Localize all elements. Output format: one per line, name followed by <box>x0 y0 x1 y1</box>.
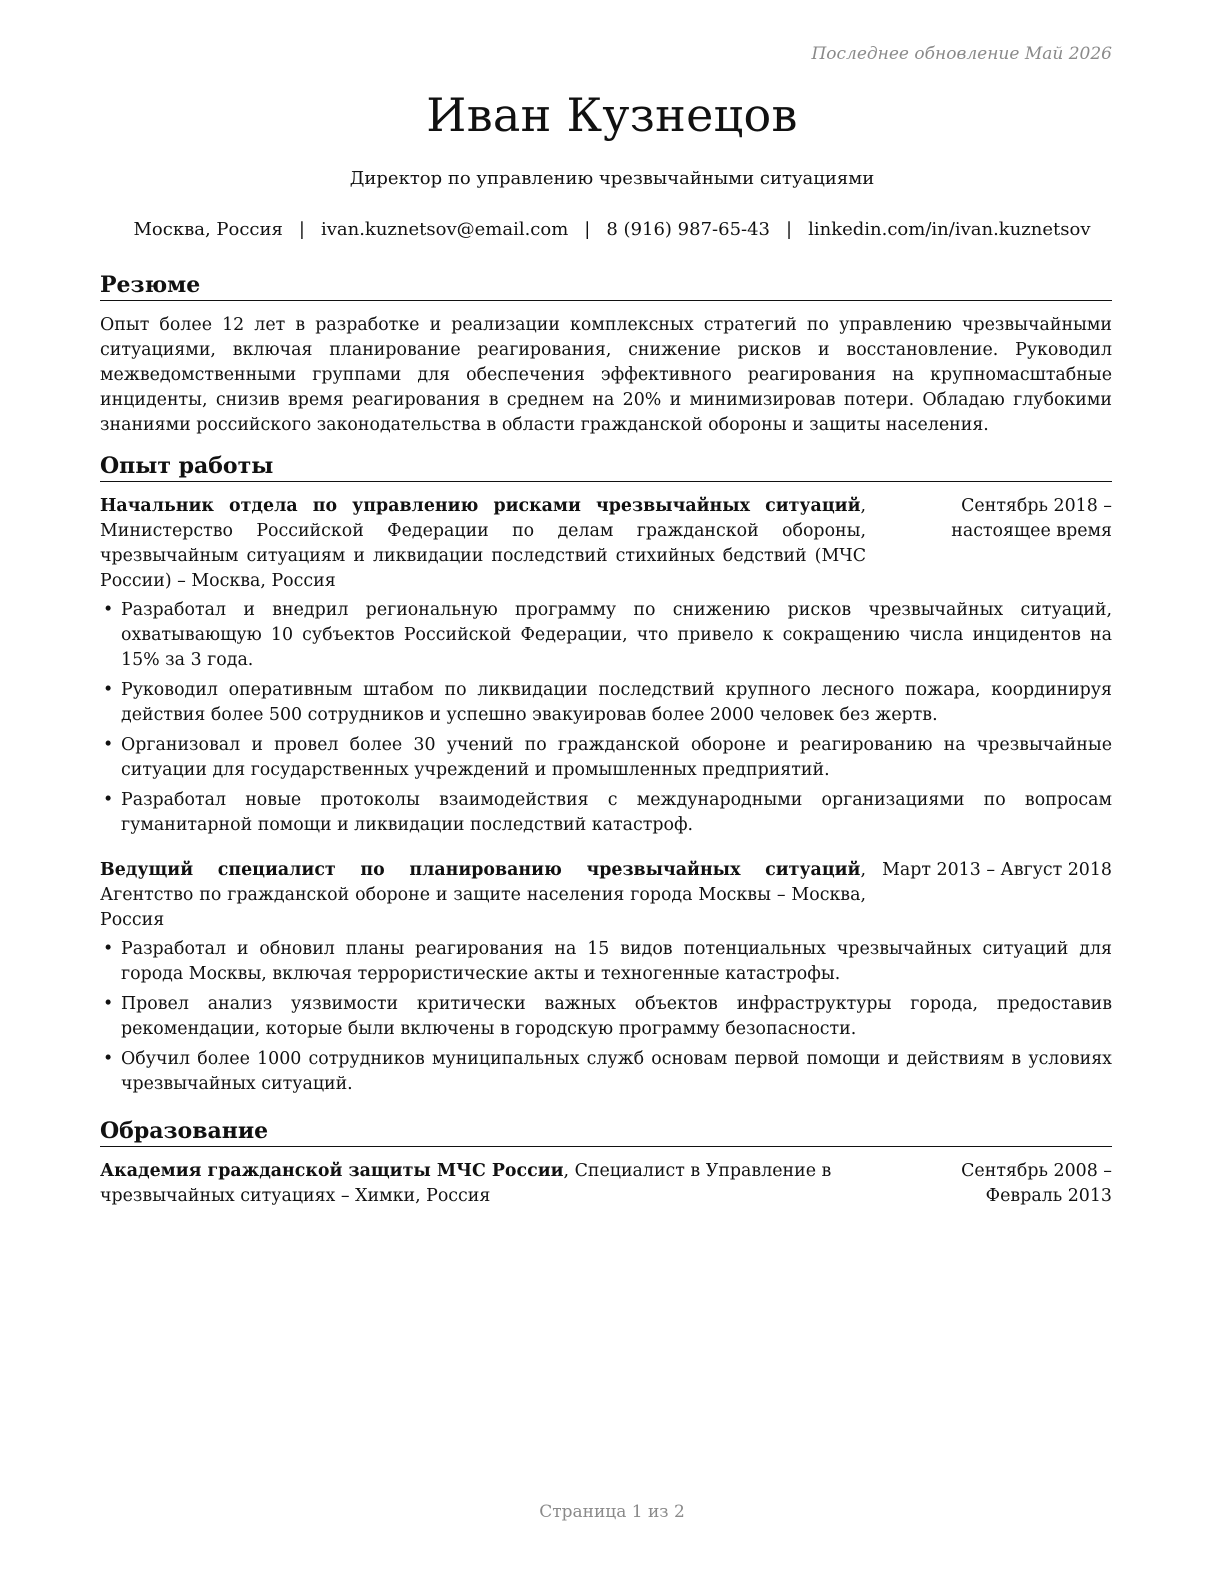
education-dates: Сентябрь 2008 – Февраль 2013 <box>961 1161 1112 1206</box>
page-number: Страница 1 из 2 <box>539 1502 685 1522</box>
bullet-text: Разработал и обновил планы реагирования на 15 видов потенциальных чрезвычайных ситуаций для города Москвы, включая террористические акты и техногенные катастрофы. <box>121 939 1112 984</box>
education-entry <box>100 1159 1112 1209</box>
list-item <box>100 788 1112 838</box>
job-header <box>100 494 1112 594</box>
bullet-text: Обучил более 1000 сотрудников муниципальных служб основам первой помощи и действиям в условиях чрезвычайных ситуаций. <box>121 1049 1112 1094</box>
bullet-icon: • <box>103 994 114 1014</box>
job-title-org <box>100 858 866 933</box>
separator: | <box>786 219 793 240</box>
list-item <box>100 733 1112 783</box>
bullet-text: Организовал и провел более 30 учений по гражданской обороне и реагированию на чрезвычайные ситуации для государственных учреждений и промышленных предприятий. <box>121 735 1112 780</box>
phone-text: 8 (916) 987-65-43 <box>606 219 771 240</box>
bullet-icon: • <box>103 790 114 810</box>
education-institution: Академия гражданской защиты МЧС России <box>100 1161 564 1181</box>
bullet-icon: • <box>103 939 114 959</box>
linkedin-link[interactable]: linkedin.com/in/ivan.kuznetsov <box>808 219 1091 240</box>
summary-heading: Резюме <box>100 271 1112 301</box>
separator: | <box>584 219 591 240</box>
list-item <box>100 992 1112 1042</box>
job-organization: , Агентство по гражданской обороне и защите населения города Москвы – Москва, Россия <box>100 860 866 930</box>
bullet-icon: • <box>103 680 114 700</box>
education-details: , Специалист в Управление в чрезвычайных ситуациях – Химки, Россия <box>100 1161 832 1206</box>
job-dates: Март 2013 – Август 2018 <box>882 860 1112 880</box>
job-entry <box>100 494 1112 838</box>
list-item <box>100 678 1112 728</box>
separator: | <box>298 219 305 240</box>
job-dates: Сентябрь 2018 – настоящее время <box>951 496 1112 541</box>
education-institution-details <box>100 1159 942 1209</box>
bullet-text: Разработал и внедрил региональную программу по снижению рисков чрезвычайных ситуаций, охватывающую 10 субъектов Российской Федерации, что привело к сокращению числа инцидентов на 15% за 3 года. <box>121 600 1112 670</box>
job-header <box>100 858 1112 933</box>
experience-heading: Опыт работы <box>100 452 1112 482</box>
job-bullets <box>100 937 1112 1097</box>
bullet-text: Провел анализ уязвимости критически важных объектов инфраструктуры города, предоставив рекомендации, которые были включены в городскую программу безопасности. <box>121 994 1112 1039</box>
bullet-icon: • <box>103 600 114 620</box>
bullet-text: Руководил оперативным штабом по ликвидации последствий крупного лесного пожара, координируя действия более 500 сотрудников и успешно эвакуировав более 2000 человек без жертв. <box>121 680 1112 725</box>
job-title: Директор по управлению чрезвычайными ситуациями <box>349 168 875 189</box>
location-text: Москва, Россия <box>133 219 283 240</box>
job-position: Начальник отдела по управлению рисками чрезвычайных ситуаций <box>100 496 861 516</box>
list-item <box>100 598 1112 673</box>
person-name: Иван Кузнецов <box>426 88 798 142</box>
bullet-text: Разработал новые протоколы взаимодействия с международными организациями по вопросам гуманитарной помощи и ликвидации последствий катастроф. <box>121 790 1112 835</box>
email-link[interactable]: ivan.kuznetsov@email.com <box>320 219 569 240</box>
list-item <box>100 937 1112 987</box>
list-item <box>100 1047 1112 1097</box>
summary-text: Опыт более 12 лет в разработке и реализации комплексных стратегий по управлению чрезвычайными ситуациями, включая планирование реагирования, снижение рисков и восстановление. Руководил межведомственными группами для обеспечения эффективного реагирования на крупномасштабные инциденты, снизив время реагирования в среднем на 20% и минимизировав потери. Обладаю глубокими знаниями российского законодательства в области гражданской обороны и защиты населения. <box>100 315 1112 435</box>
bullet-icon: • <box>103 1049 114 1069</box>
job-entry <box>100 858 1112 1097</box>
job-title-org <box>100 494 866 594</box>
job-position: Ведущий специалист по планированию чрезвычайных ситуаций <box>100 860 861 880</box>
contact-line <box>0 219 1224 240</box>
job-organization: , Министерство Российской Федерации по делам гражданской обороны, чрезвычайным ситуациям и ликвидации последствий стихийных бедствий (МЧС России) – Москва, Россия <box>100 496 866 591</box>
education-heading: Образование <box>100 1117 1112 1147</box>
resume-content <box>100 271 1112 1209</box>
bullet-icon: • <box>103 735 114 755</box>
last-updated-text: Последнее обновление Май 2026 <box>811 44 1112 64</box>
job-bullets <box>100 598 1112 838</box>
